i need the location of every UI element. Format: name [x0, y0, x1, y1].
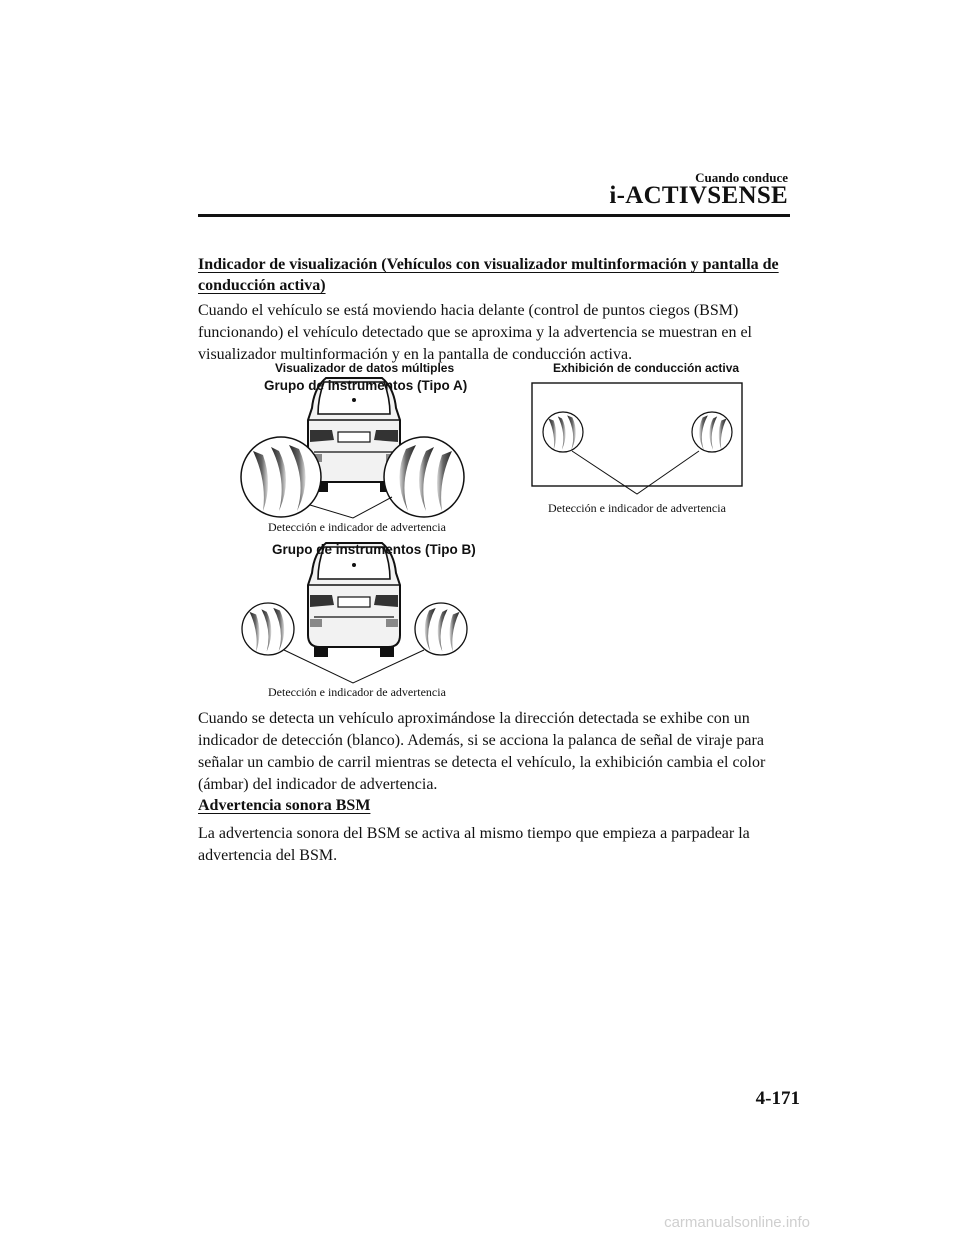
paragraph-line: indicador de detección (blanco). Además, si se acciona la palanca de señal de viraje para — [198, 732, 764, 749]
type-a-diagram — [241, 378, 464, 518]
section-title: Cuando conduce — [695, 170, 788, 185]
paragraph-line: señalar un cambio de carril mientras se detecta el vehículo, la exhibición cambia el color — [198, 754, 766, 771]
paragraph-line: visualizador multinformación y en la pantalla de conducción activa. — [198, 346, 633, 363]
chapter-title: i-ACTIVSENSE — [609, 182, 788, 209]
type-b-diagram — [242, 543, 467, 683]
caption-type-a: Detección e indicador de advertencia — [268, 520, 446, 534]
subsection-heading — [198, 795, 790, 816]
heading-text: Advertencia sonora BSM — [198, 797, 371, 814]
paragraph-line: La advertencia sonora del BSM se activa al mismo tiempo que empieza a parpadear la — [198, 825, 750, 842]
caption-type-b: Detección e indicador de advertencia — [268, 685, 446, 699]
paragraph-line: (ámbar) del indicador de advertencia. — [198, 776, 438, 793]
heading-line-2: conducción activa) — [198, 277, 326, 294]
label-multi-info-display: Visualizador de datos múltiples — [275, 361, 455, 375]
active-display-diagram — [532, 383, 742, 494]
label-cluster-type-b: Grupo de instrumentos (Tipo B) — [272, 542, 476, 557]
paragraph-line: advertencia del BSM. — [198, 847, 338, 864]
paragraph-line: Cuando se detecta un vehículo aproximándose la dirección detectada se exhibe con un — [198, 710, 750, 727]
footer-watermark: carmanualsonline.info — [664, 1214, 810, 1231]
label-cluster-type-a: Grupo de instrumentos (Tipo A) — [264, 378, 468, 393]
paragraph-line: funcionando) el vehículo detectado que se aproxima y la advertencia se muestran en el — [198, 324, 752, 341]
paragraph-detection — [198, 708, 798, 796]
paragraph-sound-warning — [198, 823, 798, 867]
heading-line-1: Indicador de visualización (Vehículos con visualizador multinformación y pantalla de — [198, 256, 779, 273]
paragraph-line: Cuando el vehículo se está moviendo hacia delante (control de puntos ciegos (BSM) — [198, 302, 739, 319]
caption-active-display: Detección e indicador de advertencia — [548, 501, 726, 515]
page-number: 4-171 — [755, 1088, 800, 1109]
label-active-driving-display: Exhibición de conducción activa — [553, 361, 740, 375]
